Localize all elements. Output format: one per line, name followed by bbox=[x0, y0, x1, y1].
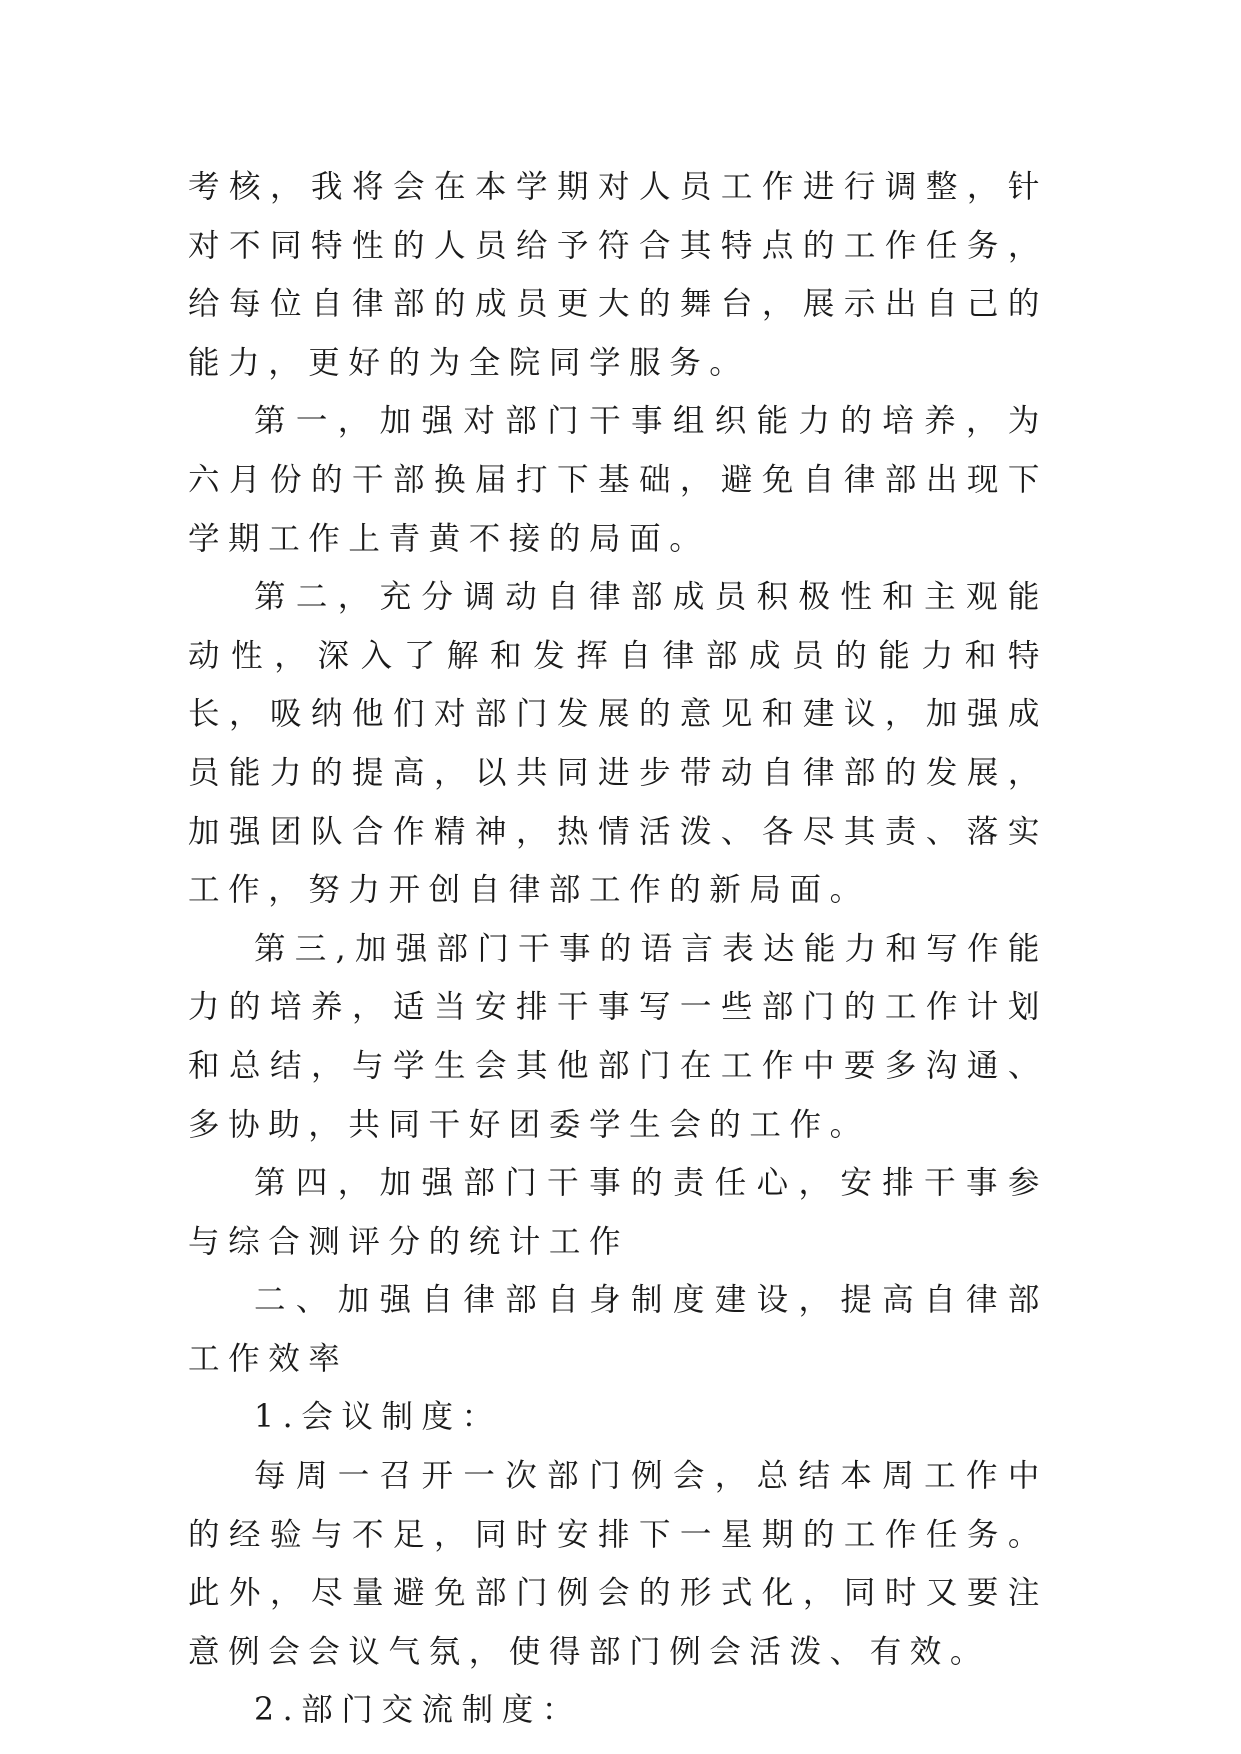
document-body bbox=[188, 158, 1048, 1740]
paragraph-point-one: 第一，加强对部门干事组织能力的培养，为六月份的干部换届打下基础，避免自律部出现下学期工作上青黄不接的局面。 bbox=[188, 403, 1048, 557]
paragraph-point-three: 第三,加强部门干事的语言表达能力和写作能力的培养，适当安排干事写一些部门的工作计划和总结，与学生会其他部门在工作中要多沟通、多协助，共同干好团委学生会的工作。 bbox=[188, 930, 1048, 1143]
subheading-meeting-system: 1.会议制度： bbox=[254, 1399, 502, 1436]
paragraph-point-four: 第四，加强部门干事的责任心，安排干事参与综合测评分的统计工作 bbox=[188, 1165, 1048, 1260]
paragraph-point-two: 第二，充分调动自律部成员积极性和主观能动性，深入了解和发挥自律部成员的能力和特长，吸纳他们对部门发展的意见和建议，加强成员能力的提高，以共同进步带动自律部的发展，加强团队合作精神，热情活泼、各尽其责、落实工作，努力开创自律部工作的新局面。 bbox=[188, 579, 1048, 909]
paragraph-weekly-meeting: 每周一召开一次部门例会，总结本周工作中的经验与不足，同时安排下一星期的工作任务。 此外，尽量避免部门例会的形式化，同时又要注意例会会议气氛，使得部门例会活泼、有效。 bbox=[188, 1458, 1048, 1670]
paragraph-staff-adjustment: 考核，我将会在本学期对人员工作进行调整，针对不同特性的人员给予符合其特点的工作任务，给每位自律部的成员更大的舞台，展示出自己的能力，更好的为全院同学服务。 bbox=[188, 169, 1048, 381]
subheading-department-exchange: 2.部门交流制度： bbox=[254, 1692, 582, 1729]
section-heading-system-building: 二、加强自律部自身制度建设，提高自律部工作效率 bbox=[188, 1282, 1048, 1377]
